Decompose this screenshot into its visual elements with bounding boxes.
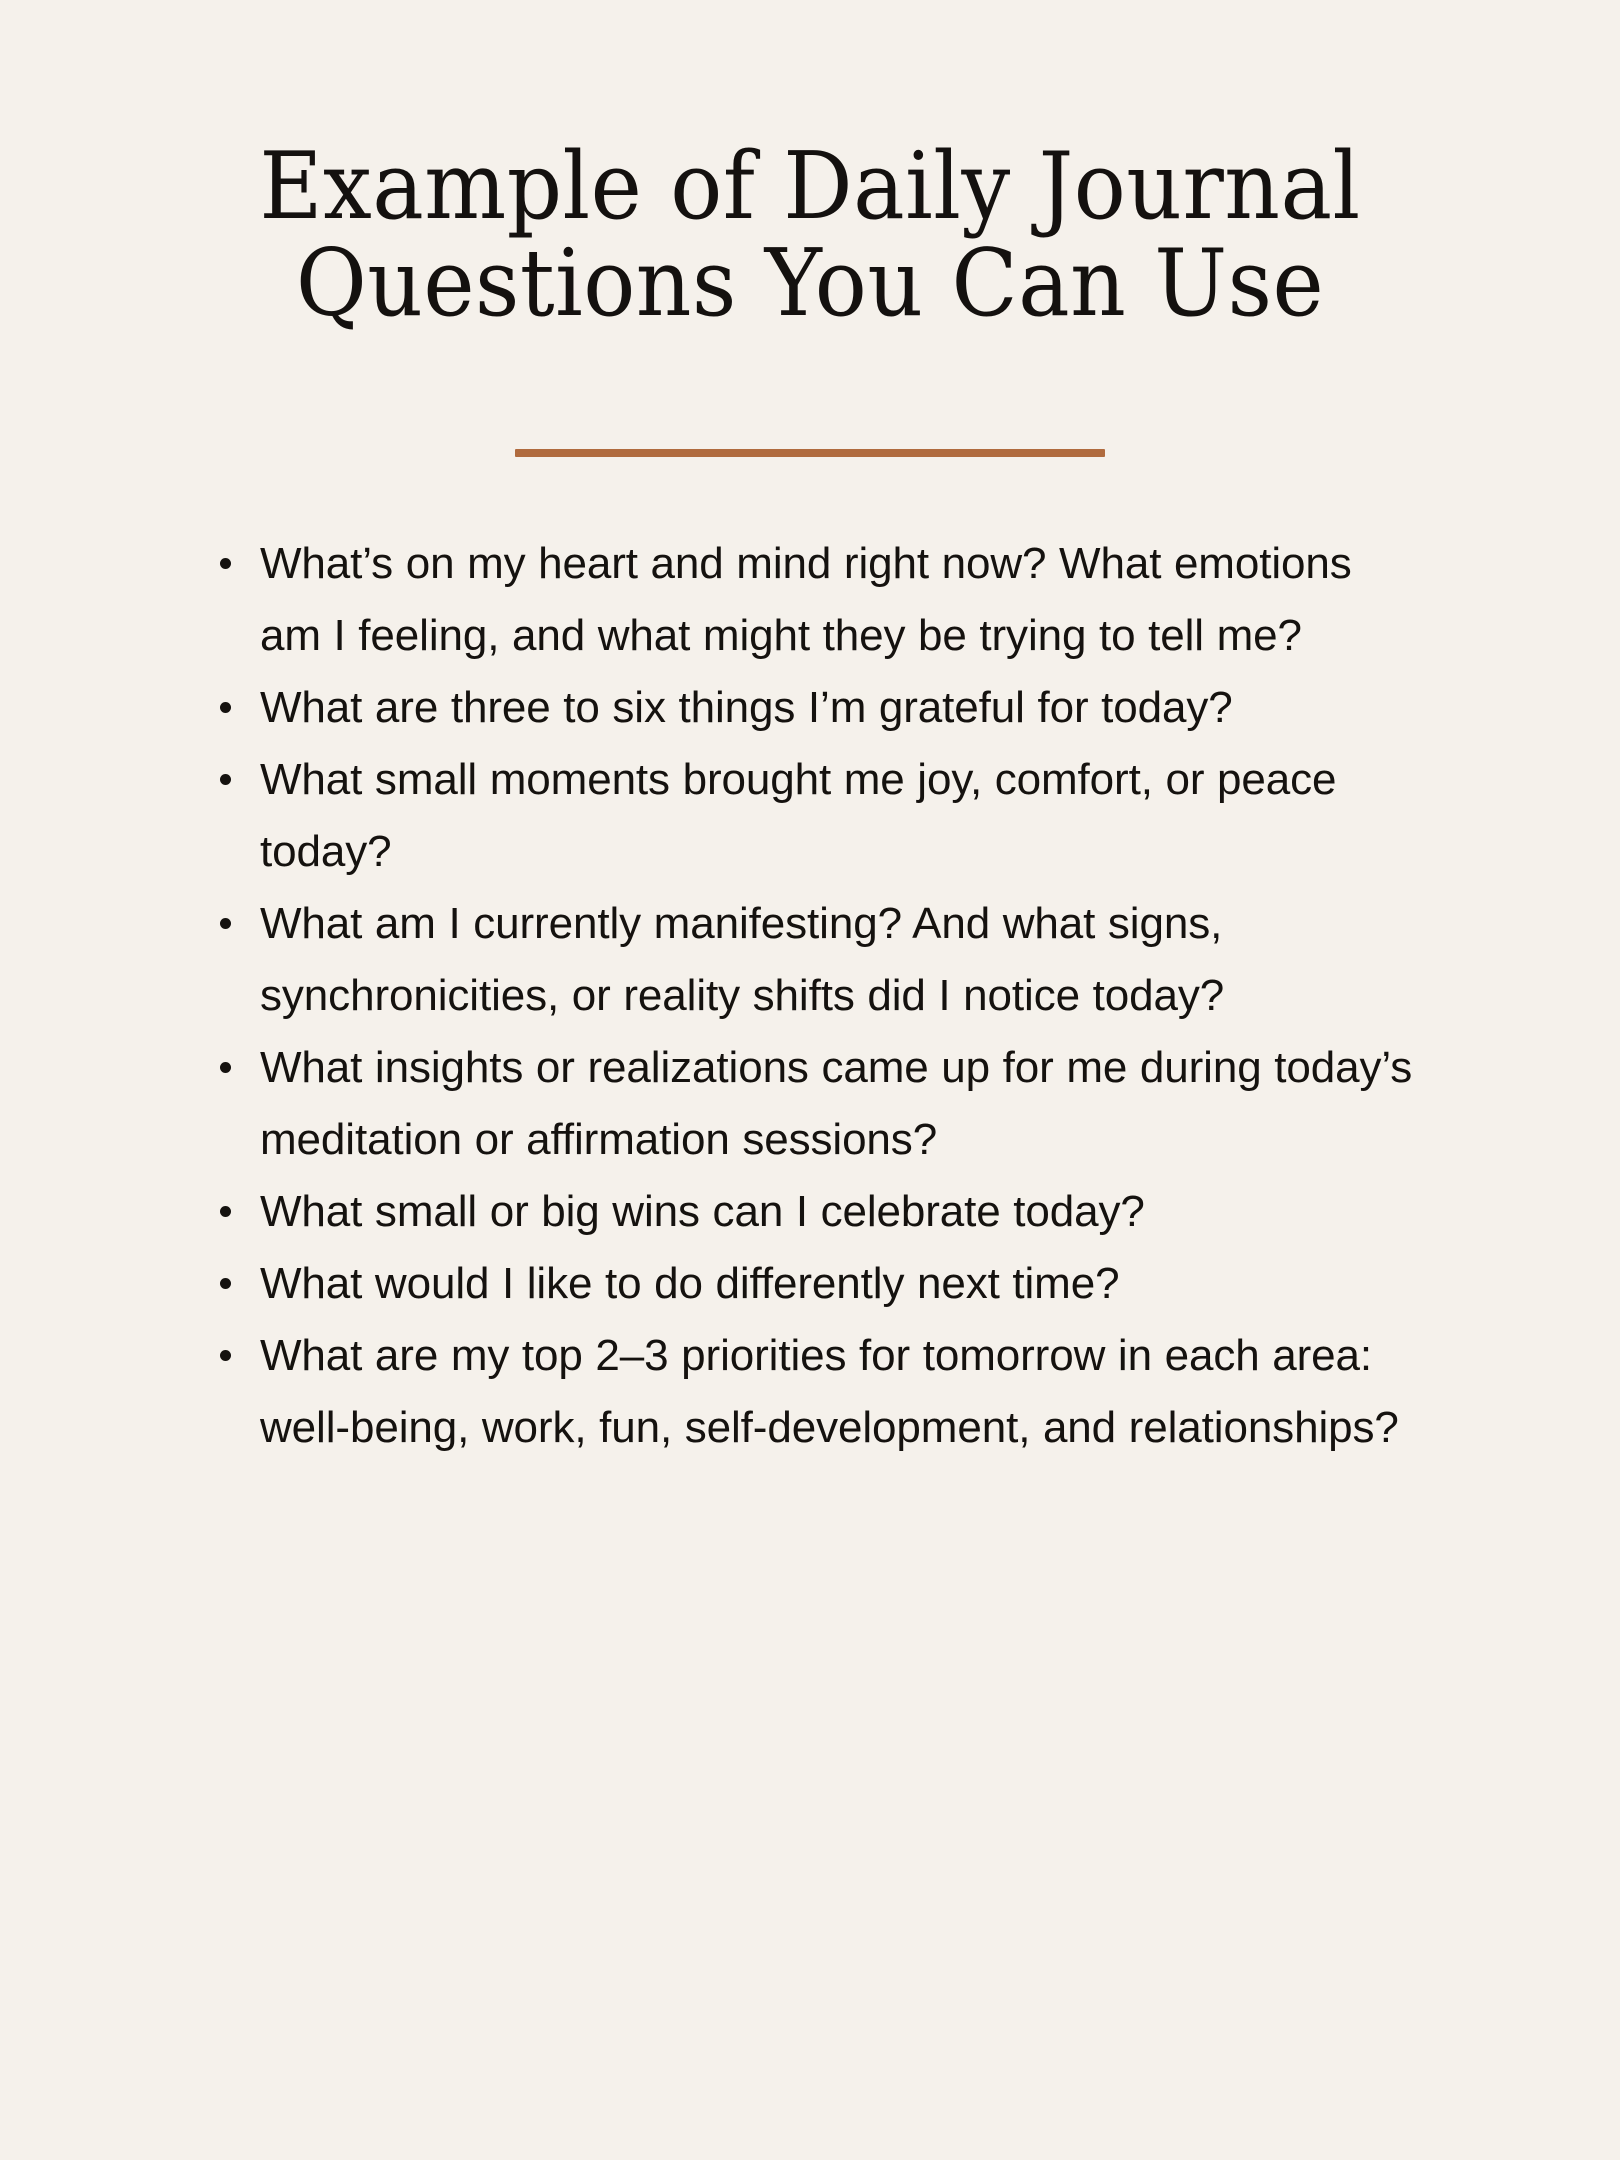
list-item	[218, 744, 1418, 888]
list-item	[218, 1320, 1418, 1464]
page-title-line-2: Questions You Can Use	[295, 229, 1325, 337]
list-item	[218, 1248, 1418, 1320]
bullet-dot-icon	[220, 1350, 231, 1361]
title-divider	[515, 449, 1105, 457]
bullet-dot-icon	[220, 918, 231, 929]
page-title	[57, 132, 1564, 337]
question-text: What small or big wins can I celebrate today?	[260, 1187, 1145, 1236]
question-text: What insights or realizations came up for me during today’s meditation or affirmation sessions?	[260, 1043, 1413, 1164]
question-text: What small moments brought me joy, comfort, or peace today?	[260, 755, 1337, 876]
list-item	[218, 672, 1418, 744]
question-text: What are my top 2–3 priorities for tomorrow in each area: well-being, work, fun, self-development, and relationships?	[260, 1331, 1399, 1452]
page-title-line-1: Example of Daily Journal	[259, 132, 1361, 240]
page-title-block	[0, 132, 1620, 337]
bullet-dot-icon	[220, 1278, 231, 1289]
list-item	[218, 528, 1418, 672]
bullet-dot-icon	[220, 702, 231, 713]
question-text: What am I currently manifesting? And what signs, synchronicities, or reality shifts did I notice today?	[260, 899, 1225, 1020]
bullet-dot-icon	[220, 1206, 231, 1217]
question-text: What would I like to do differently next time?	[260, 1259, 1120, 1308]
list-item	[218, 888, 1418, 1032]
list-item	[218, 1032, 1418, 1176]
divider-container	[0, 449, 1620, 457]
list-item	[218, 1176, 1418, 1248]
question-text: What are three to six things I’m grateful for today?	[260, 683, 1233, 732]
bullet-dot-icon	[220, 558, 231, 569]
journal-questions-list	[218, 528, 1418, 1464]
question-text: What’s on my heart and mind right now? What emotions am I feeling, and what might they be trying to tell me?	[260, 539, 1352, 660]
bullet-dot-icon	[220, 774, 231, 785]
bullet-dot-icon	[220, 1062, 231, 1073]
